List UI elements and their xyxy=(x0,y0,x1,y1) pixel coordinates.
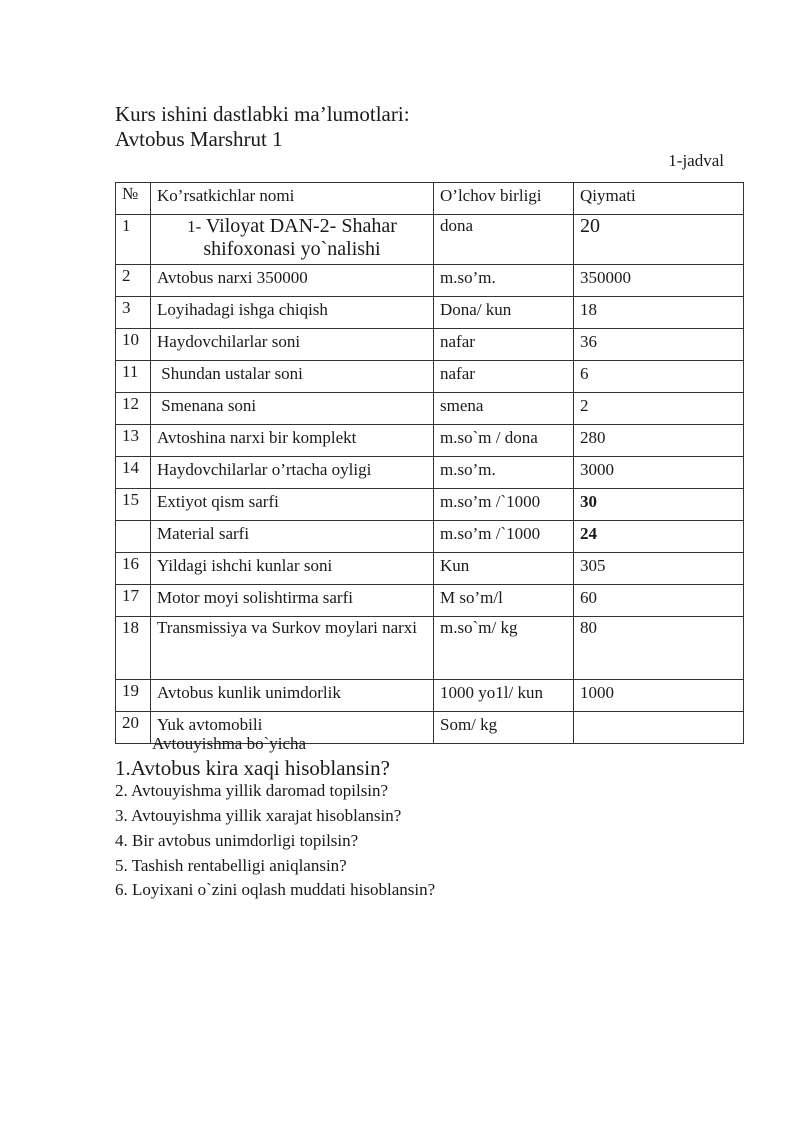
row-number: 12 xyxy=(116,393,151,425)
row-unit: nafar xyxy=(434,329,574,361)
row-name: Yuk avtomobili xyxy=(151,712,434,744)
row-name: Avtobus kunlik unimdorlik xyxy=(151,680,434,712)
row-unit: 1000 yo1l/ kun xyxy=(434,680,574,712)
row-number: 11 xyxy=(116,361,151,393)
row-number: 13 xyxy=(116,425,151,457)
row-name: Yildagi ishchi kunlar soni xyxy=(151,553,434,585)
row-value: 350000 xyxy=(574,265,744,297)
row-value: 2 xyxy=(574,393,744,425)
route-subtitle: Avtobus Marshrut 1 xyxy=(115,127,283,151)
table-row xyxy=(116,553,744,585)
table-caption: 1-jadval xyxy=(668,151,724,170)
row-number: 20 xyxy=(116,712,151,744)
row-name: Smenana soni xyxy=(151,393,434,425)
table-header-row xyxy=(116,183,744,215)
row-unit: nafar xyxy=(434,361,574,393)
table-row xyxy=(116,585,744,617)
table-row xyxy=(116,680,744,712)
row-unit: m.so’m. xyxy=(434,457,574,489)
table-row xyxy=(116,329,744,361)
header-indicator-name: Ko’rsatkichlar nomi xyxy=(151,183,434,215)
question-item: 1.Avtobus kira xaqi hisoblansin? xyxy=(115,756,390,780)
table-row xyxy=(116,297,744,329)
row-name-prefix: 1- xyxy=(187,217,202,236)
row-value: 36 xyxy=(574,329,744,361)
row-name: Avtoshina narxi bir komplekt xyxy=(151,425,434,457)
row-number: 3 xyxy=(116,297,151,329)
section-note: Avtouyishma bo`yicha xyxy=(152,734,307,753)
row-name: Extiyot qism sarfi xyxy=(151,489,434,521)
row-unit: Dona/ kun xyxy=(434,297,574,329)
row-number xyxy=(116,521,151,553)
table-row xyxy=(116,425,744,457)
row-name-text: Viloyat DAN-2- Shahar shifoxonasi yo`nalishi xyxy=(203,215,397,260)
row-unit: m.so’m /`1000 xyxy=(434,521,574,553)
row-name: Haydovchilarlar o’rtacha oyligi xyxy=(151,457,434,489)
table-row xyxy=(116,361,744,393)
row-name: Motor moyi solishtirma sarfi xyxy=(151,585,434,617)
table-row xyxy=(116,617,744,680)
question-item: 3. Avtouyishma yillik xarajat hisoblansin? xyxy=(115,806,402,825)
row-value: 24 xyxy=(574,521,744,553)
row-name: Transmissiya va Surkov moylari narxi xyxy=(151,617,434,680)
row-value: 18 xyxy=(574,297,744,329)
row-name: Avtobus narxi 350000 xyxy=(151,265,434,297)
row-number: 1 xyxy=(116,215,151,265)
data-table xyxy=(115,182,744,744)
row-name xyxy=(151,215,434,265)
row-name: Loyihadagi ishga chiqish xyxy=(151,297,434,329)
row-unit: Kun xyxy=(434,553,574,585)
row-name: Shundan ustalar soni xyxy=(151,361,434,393)
row-value: 3000 xyxy=(574,457,744,489)
question-item: 5. Tashish rentabelligi aniqlansin? xyxy=(115,856,347,875)
row-value: 6 xyxy=(574,361,744,393)
row-value: 80 xyxy=(574,617,744,680)
row-value xyxy=(574,712,744,744)
row-unit: m.so`m/ kg xyxy=(434,617,574,680)
row-number: 10 xyxy=(116,329,151,361)
row-number: 18 xyxy=(116,617,151,680)
row-value: 60 xyxy=(574,585,744,617)
row-unit: dona xyxy=(434,215,574,265)
row-unit: m.so`m / dona xyxy=(434,425,574,457)
row-unit: m.so’m /`1000 xyxy=(434,489,574,521)
row-value: 30 xyxy=(574,489,744,521)
table-row xyxy=(116,265,744,297)
row-unit: Som/ kg xyxy=(434,712,574,744)
row-number: 2 xyxy=(116,265,151,297)
header-unit: O’lchov birligi xyxy=(434,183,574,215)
table-row xyxy=(116,215,744,265)
row-number: 17 xyxy=(116,585,151,617)
table-row xyxy=(116,489,744,521)
header-number: № xyxy=(116,183,151,215)
row-number: 16 xyxy=(116,553,151,585)
document-title: Kurs ishini dastlabki ma’lumotlari: xyxy=(115,102,410,126)
row-unit: smena xyxy=(434,393,574,425)
row-name: Haydovchilarlar soni xyxy=(151,329,434,361)
row-value: 1000 xyxy=(574,680,744,712)
question-item: 6. Loyixani o`zini oqlash muddati hisoblansin? xyxy=(115,880,436,899)
table-row xyxy=(116,521,744,553)
row-number: 15 xyxy=(116,489,151,521)
row-number: 14 xyxy=(116,457,151,489)
row-value: 20 xyxy=(574,215,744,265)
table-row xyxy=(116,393,744,425)
row-value: 280 xyxy=(574,425,744,457)
row-number: 19 xyxy=(116,680,151,712)
row-unit: m.so’m. xyxy=(434,265,574,297)
question-item: 2. Avtouyishma yillik daromad topilsin? xyxy=(115,781,389,800)
row-name: Material sarfi xyxy=(151,521,434,553)
row-unit: M so’m/l xyxy=(434,585,574,617)
row-value: 305 xyxy=(574,553,744,585)
table-row xyxy=(116,457,744,489)
header-value: Qiymati xyxy=(574,183,744,215)
question-item: 4. Bir avtobus unimdorligi topilsin? xyxy=(115,831,359,850)
